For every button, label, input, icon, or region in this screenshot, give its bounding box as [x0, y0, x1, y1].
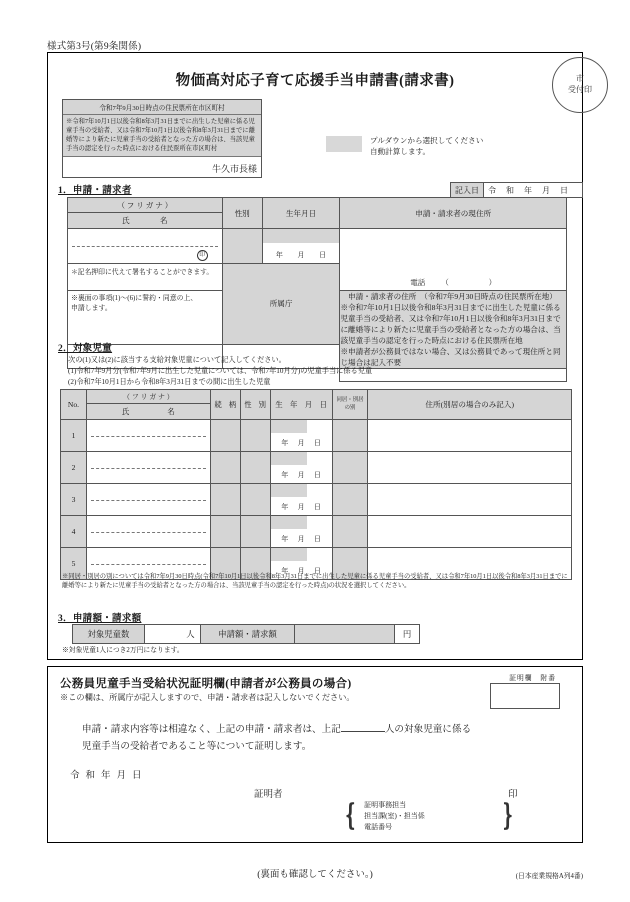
child-relation-input-1[interactable]	[210, 420, 240, 452]
child-header-address: 住所(別居の場合のみ記入)	[368, 390, 572, 420]
gov-section-subtitle: ※この欄は、所属庁が記入しますので、申請・請求者は記入しないでください。	[60, 693, 355, 702]
birthdate-month-label: 月	[297, 251, 305, 259]
header-address: 申請・請求者の現住所	[340, 198, 567, 229]
page-title: 物価高対応子育て応援手当申請書(請求書)	[175, 73, 455, 89]
child-birth-year-1: 年	[281, 439, 289, 447]
child-no-3: 3	[61, 484, 87, 516]
municipality-notice-box	[62, 99, 262, 178]
applicant-address-input[interactable]	[340, 229, 567, 291]
left-brace-icon: ❴	[343, 799, 358, 833]
telephone-row	[340, 277, 566, 290]
child-birth-month-5: 月	[297, 567, 305, 575]
child-relation-input-2[interactable]	[210, 452, 240, 484]
children-count-unit: 人	[186, 630, 195, 639]
child-gender-input-4[interactable]	[240, 516, 270, 548]
amount-unit: 円	[395, 625, 420, 644]
inkan-icon: 印	[197, 250, 208, 261]
child-header-birthdate: 生 年 月 日	[270, 390, 332, 420]
form-number: 様式第3号(第9条関係)	[47, 42, 142, 52]
gov-date-day: 日	[132, 771, 148, 781]
children-count-label: 対象児童数	[73, 625, 145, 644]
child-address-input-3[interactable]	[368, 484, 572, 516]
entry-date-era: 令和	[488, 185, 524, 195]
child-no-4: 4	[61, 516, 87, 548]
section2-heading: 2．対象児童	[58, 344, 113, 354]
child-birth-year-2: 年	[281, 471, 289, 479]
child-birth-gray-3	[271, 484, 308, 497]
entry-date-day: 日	[560, 185, 578, 195]
contact-lines	[363, 800, 425, 833]
child-birth-gray-4	[271, 516, 308, 529]
telephone-label: 電話	[410, 278, 426, 287]
back-side-note: (裏面も確認してください。)	[257, 870, 373, 880]
amount-label: 申請額・請求額	[200, 625, 295, 644]
child-birth-ymd-4	[271, 534, 332, 544]
cert-number-input[interactable]	[490, 683, 560, 709]
table-row	[61, 516, 572, 548]
child-address-input-4[interactable]	[368, 516, 572, 548]
applicant-input-row	[68, 229, 567, 264]
right-brace-icon: ❵	[500, 799, 515, 833]
birthdate-gray-block	[263, 229, 340, 243]
header-furigana: （ フ リ ガ ナ ）	[68, 198, 223, 213]
children-count-input[interactable]	[144, 625, 200, 644]
section2-intro: 次の(1)又は(2)に該当する支給対象児童について記入してください。	[68, 356, 286, 364]
child-birth-year-5: 年	[281, 567, 289, 575]
child-birth-day-5: 日	[313, 567, 321, 575]
child-birthdate-input-3[interactable]	[270, 484, 332, 516]
child-birth-ymd-3	[271, 502, 332, 512]
applicant-header-row	[68, 198, 567, 213]
entry-date-label: 記入日	[451, 183, 484, 198]
child-name-input-3[interactable]	[86, 484, 210, 516]
gov-statement	[82, 722, 471, 756]
child-birth-day-2: 日	[313, 471, 321, 479]
child-no-2: 2	[61, 452, 87, 484]
child-name-input-1[interactable]	[86, 420, 210, 452]
child-name-input-2[interactable]	[86, 452, 210, 484]
contact-brace-group	[338, 800, 568, 836]
section3-heading: 3．申請額・請求額	[58, 614, 142, 624]
table-row	[61, 484, 572, 516]
child-address-input-1[interactable]	[368, 420, 572, 452]
certifier-seal-label: 印	[508, 790, 518, 800]
child-birth-day-1: 日	[313, 439, 321, 447]
address-note-1: ※令和7年10月1日以後令和8年3月31日までに出生した児童に係る児童手当の受給者、又は令和7年10月1日以後令和8年3月31日までに離婚等により新たに児童手当の受給者となった方の場合は、当該児童手当の認定を行った時点における住民票所在地	[340, 303, 561, 345]
municipality-notice-header: 令和7年9月30日時点の住民票所在市区町村	[63, 100, 261, 115]
contact-line-0: 証明事務担当	[364, 801, 407, 809]
entry-date-month: 月	[542, 185, 560, 195]
child-birth-day-3: 日	[313, 503, 321, 511]
child-birth-ymd-2	[271, 470, 332, 480]
seal-line2: 受付印	[568, 85, 592, 94]
child-header-name: 氏 名	[86, 404, 210, 420]
entry-date-table	[450, 182, 583, 198]
applicant-gender-input[interactable]	[222, 229, 262, 264]
child-header-cohabit	[332, 390, 368, 420]
pulldown-note-line2: 自動計算します。	[370, 147, 431, 157]
section2-footnote: ※同居・別居の別については令和7年9月30日時点(令和7年10月1日以後令和8年3月31日までに出生した児童に係る児童手当の受給者、又は令和7年10月1日以後令和8年3月31日までに離婚等により新たに児童手当の受給者となった方の場合は、当該児童手当の認定を行った時点)の状況を選択してください。	[62, 573, 568, 590]
gov-date[interactable]	[70, 767, 148, 781]
child-birth-year-3: 年	[281, 503, 289, 511]
applicant-name-input[interactable]	[68, 229, 223, 264]
child-gender-input-2[interactable]	[240, 452, 270, 484]
seal-line1: 市	[576, 74, 584, 84]
birthdate-year-label: 年	[275, 251, 283, 259]
child-birth-gray-5	[271, 548, 308, 561]
entry-date-value[interactable]	[484, 183, 583, 198]
child-header-relation: 続 柄	[210, 390, 240, 420]
child-relation-input-3[interactable]	[210, 484, 240, 516]
child-header-cohabit-line1: 同居・別居	[336, 397, 364, 404]
certifier-label: 証明者	[254, 790, 283, 800]
child-birthdate-input-2[interactable]	[270, 452, 332, 484]
amount-input[interactable]	[295, 625, 395, 644]
child-address-input-2[interactable]	[368, 452, 572, 484]
child-relation-input-4[interactable]	[210, 516, 240, 548]
header-gender: 性別	[222, 198, 262, 229]
child-cohabit-input-4[interactable]	[332, 516, 368, 548]
telephone-open-paren: （	[441, 278, 449, 287]
children-table	[60, 389, 572, 580]
name-dash-separator	[72, 246, 218, 247]
gov-section-title: 公務員児童手当受給状況証明欄(申請者が公務員の場合)	[60, 678, 352, 690]
contact-line-2: 電話番号	[364, 822, 393, 831]
telephone-close-paren: ）	[488, 278, 497, 287]
section2-cond2: (2)令和7年10月1日から令和8年3月31日までの間に出生した児童	[68, 378, 271, 386]
address-notes-cell	[340, 291, 567, 369]
child-no-5: 5	[61, 548, 87, 580]
section3-footnote: ※対象児童1人につき2万円になります。	[62, 647, 184, 654]
child-birth-month-2: 月	[297, 471, 305, 479]
child-birth-month-4: 月	[297, 535, 305, 543]
table-row	[61, 420, 572, 452]
amount-table	[72, 624, 420, 644]
birthdate-day-label: 日	[319, 251, 327, 259]
address-note-2: ※申請者が公務員ではない場合、又は公務員であって現住所と同じ場合は記入不要	[340, 347, 561, 367]
affiliation-label: 所属庁	[269, 299, 293, 309]
child-birth-gray-1	[271, 420, 308, 433]
jis-standard-note: (日本産業規格A列4番)	[515, 873, 583, 880]
children-header-row	[61, 390, 572, 404]
gov-statement-line1-b: 人の対象児童に係る	[384, 724, 472, 735]
gov-date-year: 年	[101, 771, 117, 781]
child-name-dash-1	[91, 436, 206, 437]
gov-count-blank[interactable]	[341, 731, 385, 732]
gov-date-era: 令和	[70, 771, 102, 781]
gov-statement-line2: 児童手当の受給者であること等について証明します。	[82, 740, 312, 752]
recipient-label: 牛久市長様	[211, 164, 257, 174]
birthdate-ymd	[263, 250, 340, 260]
municipality-notice-body: ※令和7年10月1日以後令和8年3月31日までに出生した児童に係る児童手当の受給者、又は令和7年10月1日以後令和8年3月31日までに離婚等により新たに児童手当の受給者となった方の場合は、当該児童手当の認定を行った時点における住民票所在市区町村	[63, 115, 261, 158]
amount-row	[73, 625, 420, 644]
address-note-0: 申請・請求者の住所 （令和7年9月30日時点の住民票所在地）	[340, 292, 557, 301]
section2-cond1: (1)令和7年9月分(令和7年9月に出生した児童については、令和7年10月分)の児童手当に係る児童	[68, 367, 373, 375]
section1-heading: 1．申請・請求者	[58, 186, 132, 196]
child-header-cohabit-line2: の別	[344, 404, 356, 411]
child-cohabit-input-3[interactable]	[332, 484, 368, 516]
child-name-dash-4	[91, 532, 206, 533]
child-birth-month-1: 月	[297, 439, 305, 447]
applicant-birthdate-input[interactable]	[262, 229, 340, 264]
child-birthdate-input-4[interactable]	[270, 516, 332, 548]
child-name-dash-2	[91, 468, 206, 469]
child-birth-year-4: 年	[281, 535, 289, 543]
child-birthdate-input-1[interactable]	[270, 420, 332, 452]
child-birth-gray-2	[271, 452, 308, 465]
header-birthdate: 生年月日	[262, 198, 340, 229]
signature-note: ＊記名押印に代えて署名することができます。	[68, 264, 223, 291]
child-birth-day-4: 日	[313, 535, 321, 543]
child-birth-month-3: 月	[297, 503, 305, 511]
child-header-furigana: （ フ リ ガ ナ ）	[86, 390, 210, 404]
child-gender-input-3[interactable]	[240, 484, 270, 516]
table-row	[61, 452, 572, 484]
cert-number-label: 証明欄 附番	[509, 675, 556, 682]
gov-statement-line1-a: 申請・請求内容等は相違なく、上記の申請・請求者は、上記	[82, 724, 341, 735]
child-gender-input-1[interactable]	[240, 420, 270, 452]
header-name: 氏 名	[68, 213, 223, 229]
receipt-seal-circle	[552, 57, 608, 113]
child-header-gender: 性 別	[240, 390, 270, 420]
recipient-row	[63, 157, 261, 177]
child-header-no: No.	[61, 390, 87, 420]
pulldown-color-swatch	[326, 136, 362, 152]
pledge-note-line2: 申請します。	[71, 305, 112, 313]
public-servant-certification-box	[47, 666, 583, 843]
gov-date-month: 月	[116, 771, 133, 781]
child-birth-ymd-1	[271, 438, 332, 448]
pulldown-note	[370, 135, 483, 158]
gov-statement-line1	[82, 722, 471, 739]
pledge-note-line1: ※裏面の事項(1)～(6)に誓約・同意の上、	[71, 295, 198, 302]
child-cohabit-input-2[interactable]	[332, 452, 368, 484]
pulldown-note-line1: プルダウンから選択してください	[370, 136, 484, 145]
child-no-1: 1	[61, 420, 87, 452]
address-extra-input[interactable]	[340, 369, 567, 382]
entry-date-year: 年	[524, 185, 542, 195]
affiliation-cell[interactable]	[222, 264, 340, 345]
child-cohabit-input-1[interactable]	[332, 420, 368, 452]
child-name-input-4[interactable]	[86, 516, 210, 548]
child-name-dash-3	[91, 500, 206, 501]
contact-line-1: 担当課(室)・担当係	[364, 811, 425, 820]
child-name-dash-5	[91, 564, 206, 565]
pledge-note	[68, 291, 223, 345]
